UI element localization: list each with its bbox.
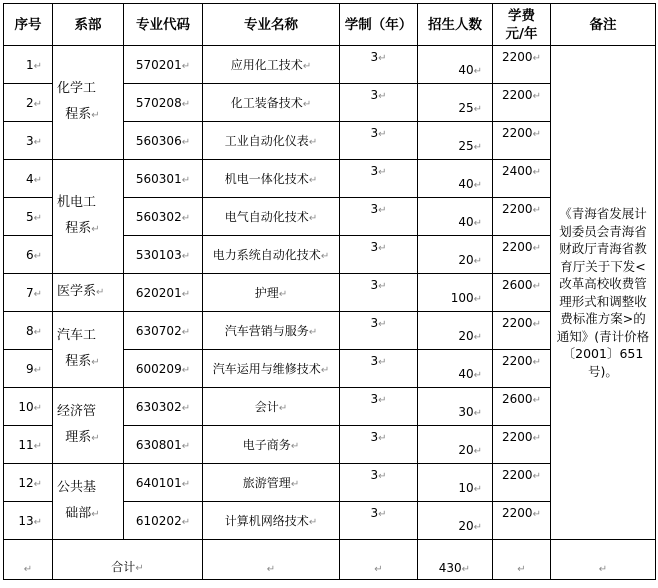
paragraph-mark: ↵ (135, 563, 144, 574)
paragraph-mark: ↵ (181, 516, 191, 528)
seq-cell (4, 236, 53, 274)
paragraph-mark: ↵ (96, 287, 105, 298)
fee-cell (493, 388, 551, 426)
name-value: 汽车营销与服务 (224, 324, 309, 338)
dept-cell (53, 312, 124, 388)
paragraph-mark: ↵ (181, 174, 191, 186)
paragraph-mark: ↵ (473, 104, 482, 115)
paragraph-mark: ↵ (378, 53, 387, 64)
paragraph-mark: ↵ (461, 564, 470, 575)
paragraph-mark: ↵ (91, 110, 100, 121)
paragraph-mark: ↵ (473, 180, 482, 191)
paragraph-mark: ↵ (532, 471, 541, 482)
total-enroll: 430 (438, 561, 462, 575)
dept-name-line2: 础部 (65, 506, 92, 521)
paragraph-mark: ↵ (91, 433, 100, 444)
seq-value: 4 (25, 171, 34, 186)
paragraph-mark: ↵ (308, 213, 318, 224)
paragraph-mark: ↵ (33, 288, 42, 300)
paragraph-mark: ↵ (473, 294, 482, 305)
seq-cell (4, 388, 53, 426)
paragraph-mark: ↵ (33, 440, 42, 452)
code-value: 560301 (135, 171, 182, 186)
fee-cell (493, 426, 551, 464)
header-fee-line2: 元/年 (505, 25, 538, 42)
total-label-cell (53, 540, 203, 580)
fee-cell (493, 350, 551, 388)
code-value: 570208 (135, 95, 182, 110)
total-fee-blank (493, 540, 551, 580)
enroll-value: 100 (450, 291, 474, 305)
fee-value: 2600 (502, 392, 533, 406)
code-value: 560306 (135, 133, 182, 148)
code-cell (124, 84, 203, 122)
total-row (4, 540, 656, 580)
years-cell (340, 350, 418, 388)
name-cell (203, 502, 340, 540)
paragraph-mark: ↵ (378, 205, 387, 216)
paragraph-mark: ↵ (181, 402, 191, 414)
fee-table (3, 3, 656, 580)
code-value: 620201 (135, 285, 182, 300)
seq-cell (4, 198, 53, 236)
total-enroll-cell (418, 540, 493, 580)
paragraph-mark: ↵ (473, 522, 482, 533)
paragraph-mark: ↵ (473, 332, 482, 343)
name-value: 计算机网络技术 (224, 514, 309, 528)
fee-value: 2400 (502, 164, 533, 178)
paragraph-mark: ↵ (532, 433, 541, 444)
seq-cell (4, 46, 53, 84)
years-cell (340, 46, 418, 84)
paragraph-mark: ↵ (532, 281, 541, 292)
fee-value: 2200 (502, 202, 533, 216)
dept-name (57, 76, 119, 129)
years-cell (340, 122, 418, 160)
code-cell (124, 198, 203, 236)
enroll-cell (418, 502, 493, 540)
dept-cell (53, 160, 124, 274)
code-value: 610202 (135, 513, 182, 528)
fee-cell (493, 464, 551, 502)
years-cell (340, 84, 418, 122)
paragraph-mark: ↵ (278, 403, 288, 414)
dept-name-line2: 程系 (65, 221, 92, 236)
name-value: 应用化工技术 (230, 58, 303, 72)
years-value: 3 (370, 506, 379, 520)
paragraph-mark: ↵ (33, 402, 42, 414)
code-cell (124, 502, 203, 540)
years-value: 3 (370, 430, 379, 444)
paragraph-mark: ↵ (532, 129, 541, 140)
enroll-cell (418, 160, 493, 198)
years-cell (340, 236, 418, 274)
seq-value: 1 (25, 57, 34, 72)
name-value: 旅游管理 (242, 476, 291, 490)
paragraph-mark: ↵ (181, 364, 191, 376)
paragraph-mark: ↵ (33, 516, 42, 528)
name-cell (203, 350, 340, 388)
paragraph-mark: ↵ (532, 395, 541, 406)
dept-name-line1: 公共基 (57, 480, 97, 495)
code-cell (124, 236, 203, 274)
total-label: 合计 (111, 560, 136, 574)
paragraph-mark: ↵ (33, 478, 42, 490)
header-note: 备注 (551, 4, 656, 46)
total-blank-cell (4, 540, 53, 580)
years-value: 3 (370, 468, 379, 482)
table-row (4, 46, 656, 84)
paragraph-mark: ↵ (378, 319, 387, 330)
fee-cell (493, 198, 551, 236)
paragraph-mark: ↵ (532, 205, 541, 216)
paragraph-mark: ↵ (374, 564, 383, 575)
name-cell (203, 84, 340, 122)
years-value: 3 (370, 240, 379, 254)
paragraph-mark: ↵ (302, 99, 312, 110)
seq-cell (4, 426, 53, 464)
enroll-value: 25 (458, 101, 474, 115)
years-value: 3 (370, 202, 379, 216)
paragraph-mark: ↵ (378, 357, 387, 368)
years-value: 3 (370, 392, 379, 406)
seq-value: 5 (25, 209, 34, 224)
years-cell (340, 464, 418, 502)
paragraph-mark: ↵ (181, 288, 191, 300)
dept-cell (53, 388, 124, 464)
years-cell (340, 502, 418, 540)
code-cell (124, 312, 203, 350)
name-value: 汽车运用与维修技术 (212, 362, 321, 376)
paragraph-mark: ↵ (181, 60, 191, 72)
code-value: 600209 (135, 361, 182, 376)
dept-name-line2: 程系 (65, 354, 92, 369)
fee-cell (493, 122, 551, 160)
name-cell (203, 198, 340, 236)
name-cell (203, 160, 340, 198)
dept-cell (53, 464, 124, 540)
seq-value: 9 (25, 361, 34, 376)
paragraph-mark: ↵ (181, 212, 191, 224)
paragraph-mark: ↵ (320, 365, 330, 376)
fee-value: 2200 (502, 506, 533, 520)
paragraph-mark: ↵ (33, 364, 42, 376)
paragraph-mark: ↵ (532, 91, 541, 102)
name-cell (203, 312, 340, 350)
years-cell (340, 426, 418, 464)
enroll-value: 10 (458, 481, 474, 495)
fee-value: 2200 (502, 354, 533, 368)
dept-name (57, 279, 119, 306)
dept-name (57, 475, 119, 528)
name-value: 工业自动化仪表 (224, 134, 309, 148)
name-value: 机电一体化技术 (224, 172, 309, 186)
paragraph-mark: ↵ (378, 243, 387, 254)
paragraph-mark: ↵ (266, 564, 276, 575)
table-body (4, 46, 656, 540)
years-value: 3 (370, 126, 379, 140)
paragraph-mark: ↵ (181, 136, 191, 148)
seq-value: 8 (25, 323, 34, 338)
seq-cell (4, 274, 53, 312)
fee-value: 2600 (502, 278, 533, 292)
enroll-value: 40 (458, 63, 474, 77)
code-cell (124, 388, 203, 426)
dept-name-line2: 程系 (65, 107, 92, 122)
enroll-value: 20 (458, 519, 474, 533)
enroll-value: 40 (458, 177, 474, 191)
seq-value: 11 (18, 437, 34, 452)
name-value: 化工装备技术 (230, 96, 303, 110)
fee-cell (493, 160, 551, 198)
enroll-cell (418, 46, 493, 84)
enroll-cell (418, 426, 493, 464)
header-name: 专业名称 (203, 4, 340, 46)
seq-cell (4, 312, 53, 350)
note-text: 《青海省发展计划委员会青海省财政厅青海省教育厅关于下发<改革高校收费管理形式和调整收费标准方案>的通知》(青计价格〔2001〕651号)。 (556, 206, 650, 379)
years-cell (340, 160, 418, 198)
code-cell (124, 426, 203, 464)
seq-value: 7 (25, 285, 34, 300)
code-value: 570201 (135, 57, 182, 72)
code-value: 530103 (135, 247, 182, 262)
paragraph-mark: ↵ (532, 357, 541, 368)
code-cell (124, 122, 203, 160)
fee-value: 2200 (502, 316, 533, 330)
years-value: 3 (370, 88, 379, 102)
enroll-cell (418, 388, 493, 426)
fee-cell (493, 46, 551, 84)
paragraph-mark: ↵ (33, 60, 42, 72)
paragraph-mark: ↵ (320, 251, 330, 262)
enroll-value: 25 (458, 139, 474, 153)
paragraph-mark: ↵ (278, 289, 288, 300)
note-cell (551, 46, 656, 540)
paragraph-mark: ↵ (473, 446, 482, 457)
paragraph-mark: ↵ (517, 564, 526, 575)
paragraph-mark: ↵ (33, 136, 42, 148)
fee-value: 2200 (502, 468, 533, 482)
paragraph-mark: ↵ (33, 326, 42, 338)
dept-cell (53, 274, 124, 312)
dept-name-line2: 理系 (65, 430, 92, 445)
enroll-value: 20 (458, 329, 474, 343)
seq-value: 12 (18, 475, 34, 490)
header-enroll: 招生人数 (418, 4, 493, 46)
enroll-value: 20 (458, 253, 474, 267)
fee-cell (493, 312, 551, 350)
years-cell (340, 388, 418, 426)
header-code: 专业代码 (124, 4, 203, 46)
seq-cell (4, 160, 53, 198)
paragraph-mark: ↵ (473, 370, 482, 381)
header-row (4, 4, 656, 46)
name-value: 护理 (254, 286, 279, 300)
paragraph-mark: ↵ (181, 98, 191, 110)
header-dept: 系部 (53, 4, 124, 46)
header-years: 学制（年） (340, 4, 418, 46)
paragraph-mark: ↵ (598, 564, 608, 575)
seq-cell (4, 122, 53, 160)
header-seq: 序号 (4, 4, 53, 46)
dept-cell (53, 46, 124, 160)
seq-value: 3 (25, 133, 34, 148)
seq-value: 10 (18, 399, 34, 414)
paragraph-mark: ↵ (290, 479, 300, 490)
paragraph-mark: ↵ (91, 357, 100, 368)
dept-name (57, 399, 119, 452)
seq-cell (4, 464, 53, 502)
years-value: 3 (370, 164, 379, 178)
fee-value: 2200 (502, 50, 533, 64)
name-cell (203, 274, 340, 312)
enroll-value: 30 (458, 405, 474, 419)
seq-cell (4, 350, 53, 388)
total-note-blank (551, 540, 656, 580)
name-value: 电气自动化技术 (224, 210, 309, 224)
enroll-cell (418, 464, 493, 502)
paragraph-mark: ↵ (308, 175, 318, 186)
code-cell (124, 274, 203, 312)
years-cell (340, 312, 418, 350)
paragraph-mark: ↵ (473, 408, 482, 419)
paragraph-mark: ↵ (302, 61, 312, 72)
paragraph-mark: ↵ (473, 142, 482, 153)
paragraph-mark: ↵ (181, 440, 191, 452)
years-value: 3 (370, 50, 379, 64)
name-value: 电子商务 (242, 438, 291, 452)
enroll-cell (418, 312, 493, 350)
total-years-blank (340, 540, 418, 580)
code-value: 630702 (135, 323, 182, 338)
fee-cell (493, 84, 551, 122)
fee-cell (493, 502, 551, 540)
seq-value: 2 (25, 95, 34, 110)
paragraph-mark: ↵ (378, 91, 387, 102)
seq-value: 6 (25, 247, 34, 262)
fee-cell (493, 274, 551, 312)
enroll-cell (418, 84, 493, 122)
paragraph-mark: ↵ (33, 98, 42, 110)
years-value: 3 (370, 278, 379, 292)
name-value: 电力系统自动化技术 (212, 248, 321, 262)
years-cell (340, 198, 418, 236)
paragraph-mark: ↵ (91, 509, 100, 520)
header-fee-line1: 学费 (508, 7, 535, 24)
code-cell (124, 46, 203, 84)
paragraph-mark: ↵ (308, 517, 318, 528)
paragraph-mark: ↵ (378, 509, 387, 520)
enroll-cell (418, 274, 493, 312)
seq-cell (4, 84, 53, 122)
code-cell (124, 350, 203, 388)
name-cell (203, 122, 340, 160)
paragraph-mark: ↵ (532, 319, 541, 330)
paragraph-mark: ↵ (532, 53, 541, 64)
paragraph-mark: ↵ (532, 167, 541, 178)
code-value: 630302 (135, 399, 182, 414)
code-value: 640101 (135, 475, 182, 490)
dept-name-line1: 汽车工 (57, 328, 97, 343)
paragraph-mark: ↵ (290, 441, 300, 452)
dept-name-line1: 经济管 (57, 404, 97, 419)
name-cell (203, 426, 340, 464)
code-cell (124, 464, 203, 502)
name-cell (203, 236, 340, 274)
paragraph-mark: ↵ (308, 137, 318, 148)
paragraph-mark: ↵ (378, 395, 387, 406)
enroll-value: 40 (458, 215, 474, 229)
name-value: 会计 (254, 400, 279, 414)
code-value: 560302 (135, 209, 182, 224)
paragraph-mark: ↵ (378, 281, 387, 292)
code-cell (124, 160, 203, 198)
years-value: 3 (370, 316, 379, 330)
paragraph-mark: ↵ (308, 327, 318, 338)
fee-value: 2200 (502, 430, 533, 444)
paragraph-mark: ↵ (91, 224, 100, 235)
total-name-blank (203, 540, 340, 580)
paragraph-mark: ↵ (532, 243, 541, 254)
name-cell (203, 464, 340, 502)
years-cell (340, 274, 418, 312)
paragraph-mark: ↵ (33, 250, 42, 262)
paragraph-mark: ↵ (33, 212, 42, 224)
dept-name (57, 190, 119, 243)
dept-name (57, 323, 119, 376)
fee-value: 2200 (502, 240, 533, 254)
paragraph-mark: ↵ (181, 250, 191, 262)
header-fee (493, 4, 551, 46)
fee-cell (493, 236, 551, 274)
name-cell (203, 388, 340, 426)
paragraph-mark: ↵ (378, 433, 387, 444)
fee-value: 2200 (502, 88, 533, 102)
years-value: 3 (370, 354, 379, 368)
enroll-value: 20 (458, 443, 474, 457)
seq-cell (4, 502, 53, 540)
enroll-cell (418, 236, 493, 274)
enroll-cell (418, 122, 493, 160)
paragraph-mark: ↵ (473, 484, 482, 495)
enroll-cell (418, 350, 493, 388)
paragraph-mark: ↵ (378, 471, 387, 482)
paragraph-mark: ↵ (181, 326, 191, 338)
code-value: 630801 (135, 437, 182, 452)
fee-value: 2200 (502, 126, 533, 140)
name-cell (203, 46, 340, 84)
paragraph-mark: ↵ (378, 129, 387, 140)
enroll-cell (418, 198, 493, 236)
dept-name-line1: 机电工 (57, 195, 97, 210)
paragraph-mark: ↵ (33, 174, 42, 186)
paragraph-mark: ↵ (378, 167, 387, 178)
paragraph-mark: ↵ (181, 478, 191, 490)
paragraph-mark: ↵ (532, 509, 541, 520)
paragraph-mark: ↵ (23, 564, 33, 575)
enroll-value: 40 (458, 367, 474, 381)
paragraph-mark: ↵ (473, 66, 482, 77)
dept-name-line1: 化学工 (57, 81, 97, 96)
dept-name-line1: 医学系 (57, 284, 97, 299)
seq-value: 13 (18, 513, 34, 528)
paragraph-mark: ↵ (473, 256, 482, 267)
paragraph-mark: ↵ (473, 218, 482, 229)
